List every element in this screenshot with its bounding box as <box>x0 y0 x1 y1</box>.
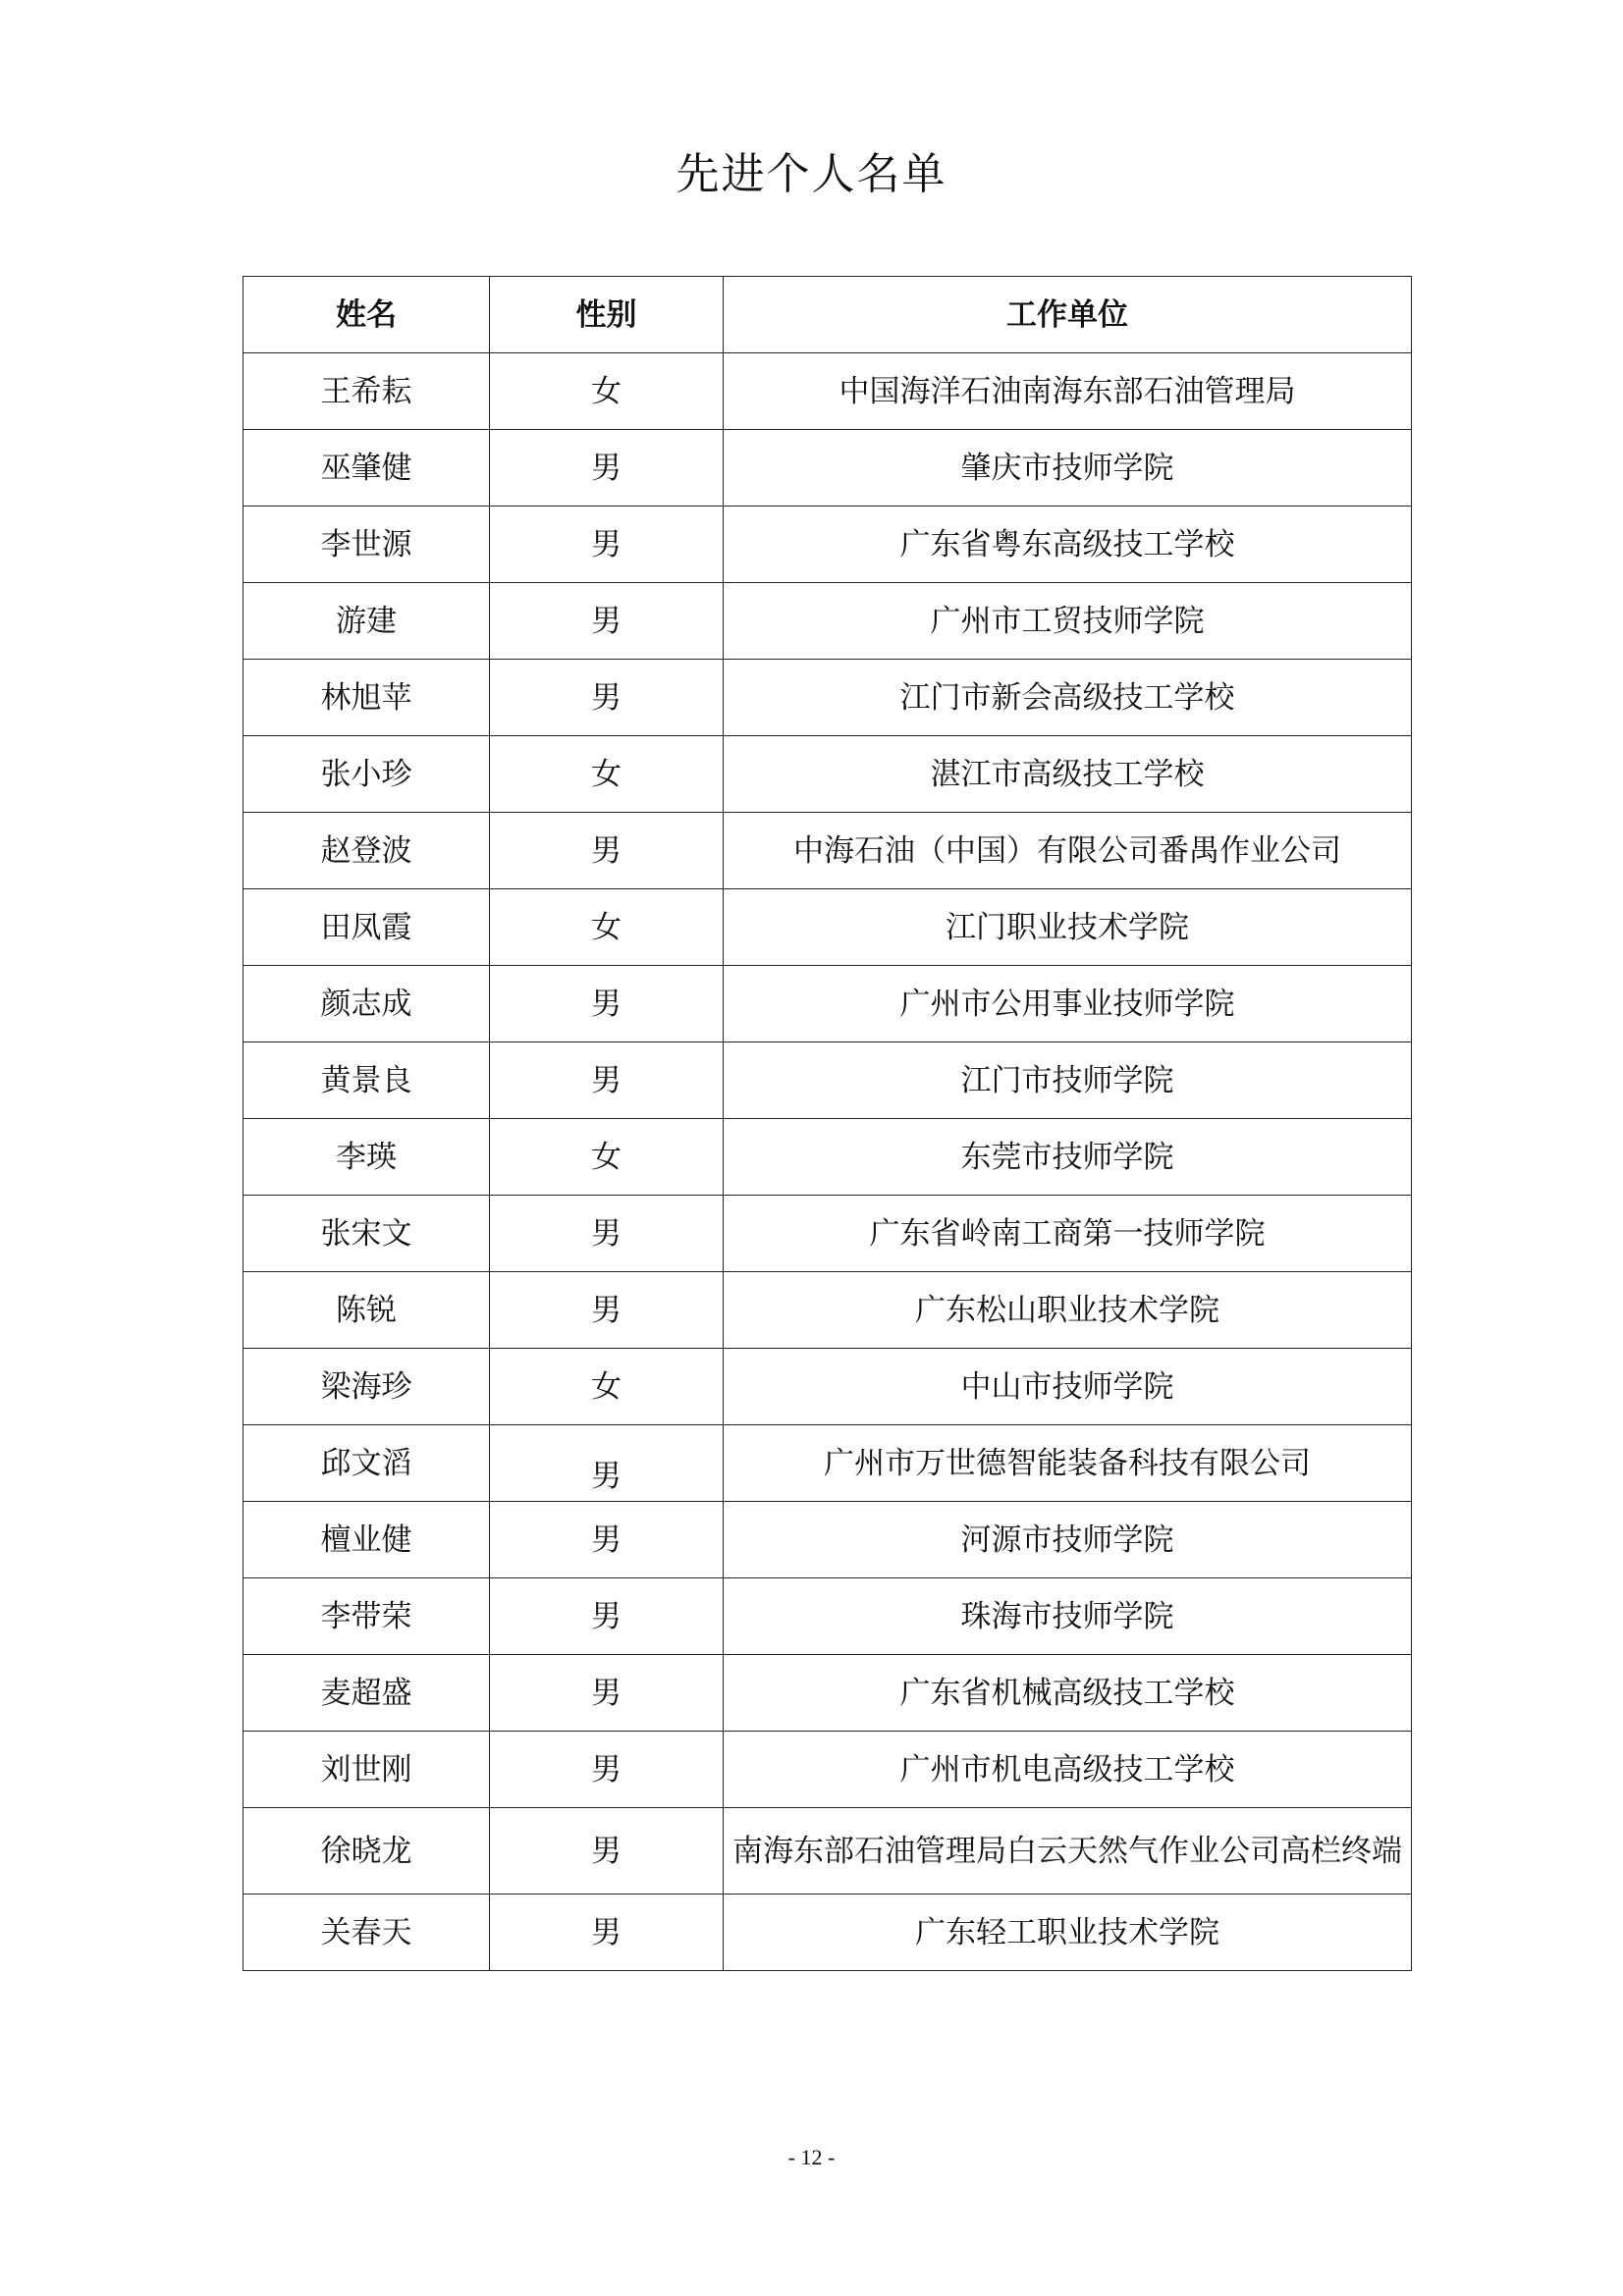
cell-name: 王希耘 <box>243 353 490 430</box>
cell-workplace: 广州市万世德智能装备科技有限公司 <box>724 1425 1412 1502</box>
table-row <box>243 660 1412 736</box>
cell-name: 梁海珍 <box>243 1349 490 1425</box>
cell-name: 颜志成 <box>243 966 490 1042</box>
table-header-row <box>243 277 1412 353</box>
cell-gender: 女 <box>490 1349 724 1425</box>
table-row <box>243 583 1412 660</box>
cell-gender: 男 <box>490 1196 724 1272</box>
table-row <box>243 966 1412 1042</box>
cell-gender: 男 <box>490 1655 724 1732</box>
cell-workplace: 肇庆市技师学院 <box>724 430 1412 507</box>
cell-workplace: 中国海洋石油南海东部石油管理局 <box>724 353 1412 430</box>
cell-name: 游建 <box>243 583 490 660</box>
page-number: - 12 - <box>787 2145 836 2169</box>
cell-gender: 男 <box>490 1808 724 1895</box>
cell-workplace: 江门市新会高级技工学校 <box>724 660 1412 736</box>
cell-gender: 男 <box>490 507 724 583</box>
cell-workplace: 江门职业技术学院 <box>724 889 1412 966</box>
table-row <box>243 430 1412 507</box>
header-name: 姓名 <box>243 277 490 353</box>
cell-name: 邱文滔 <box>243 1425 490 1502</box>
cell-gender: 女 <box>490 889 724 966</box>
cell-name: 赵登波 <box>243 813 490 889</box>
cell-workplace: 广州市工贸技师学院 <box>724 583 1412 660</box>
cell-workplace: 广州市公用事业技师学院 <box>724 966 1412 1042</box>
cell-name: 田凤霞 <box>243 889 490 966</box>
cell-workplace: 广东松山职业技术学院 <box>724 1272 1412 1349</box>
cell-gender: 男 <box>490 1425 724 1502</box>
table-row <box>243 1578 1412 1655</box>
cell-gender: 男 <box>490 1895 724 1971</box>
table-row <box>243 736 1412 813</box>
cell-name: 巫肇健 <box>243 430 490 507</box>
cell-name: 李世源 <box>243 507 490 583</box>
table-row <box>243 1808 1412 1895</box>
cell-workplace: 湛江市高级技工学校 <box>724 736 1412 813</box>
cell-name: 张小珍 <box>243 736 490 813</box>
cell-gender: 男 <box>490 1732 724 1808</box>
cell-name: 李瑛 <box>243 1119 490 1196</box>
cell-gender: 男 <box>490 1578 724 1655</box>
table-row <box>243 1042 1412 1119</box>
table-row <box>243 1196 1412 1272</box>
cell-name: 刘世刚 <box>243 1732 490 1808</box>
cell-workplace: 珠海市技师学院 <box>724 1578 1412 1655</box>
table-row <box>243 1895 1412 1971</box>
table-row <box>243 1119 1412 1196</box>
cell-gender: 男 <box>490 583 724 660</box>
cell-gender: 女 <box>490 353 724 430</box>
cell-name: 张宋文 <box>243 1196 490 1272</box>
cell-workplace: 江门市技师学院 <box>724 1042 1412 1119</box>
cell-workplace: 广州市机电高级技工学校 <box>724 1732 1412 1808</box>
table-row <box>243 1655 1412 1732</box>
cell-gender: 男 <box>490 1502 724 1578</box>
cell-workplace: 东莞市技师学院 <box>724 1119 1412 1196</box>
cell-workplace: 广东轻工职业技术学院 <box>724 1895 1412 1971</box>
cell-name: 檀业健 <box>243 1502 490 1578</box>
header-workplace: 工作单位 <box>724 277 1412 353</box>
table-row <box>243 1272 1412 1349</box>
cell-workplace: 南海东部石油管理局白云天然气作业公司高栏终端 <box>724 1808 1412 1895</box>
cell-name: 关春天 <box>243 1895 490 1971</box>
table-row <box>243 1425 1412 1502</box>
cell-gender: 男 <box>490 1272 724 1349</box>
cell-gender: 女 <box>490 736 724 813</box>
table-row <box>243 813 1412 889</box>
cell-name: 徐晓龙 <box>243 1808 490 1895</box>
cell-gender: 男 <box>490 430 724 507</box>
header-gender: 性别 <box>490 277 724 353</box>
cell-workplace: 中山市技师学院 <box>724 1349 1412 1425</box>
cell-workplace: 中海石油（中国）有限公司番禺作业公司 <box>724 813 1412 889</box>
table-row <box>243 889 1412 966</box>
cell-name: 黄景良 <box>243 1042 490 1119</box>
table-row <box>243 1732 1412 1808</box>
cell-gender: 男 <box>490 966 724 1042</box>
cell-name: 林旭苹 <box>243 660 490 736</box>
cell-workplace: 河源市技师学院 <box>724 1502 1412 1578</box>
table-row <box>243 1502 1412 1578</box>
table-row <box>243 507 1412 583</box>
cell-workplace: 广东省粤东高级技工学校 <box>724 507 1412 583</box>
cell-name: 陈锐 <box>243 1272 490 1349</box>
honoree-table <box>243 276 1412 1971</box>
cell-gender: 女 <box>490 1119 724 1196</box>
cell-gender: 男 <box>490 813 724 889</box>
cell-name: 李带荣 <box>243 1578 490 1655</box>
cell-workplace: 广东省机械高级技工学校 <box>724 1655 1412 1732</box>
table-row <box>243 353 1412 430</box>
cell-gender: 男 <box>490 660 724 736</box>
cell-workplace: 广东省岭南工商第一技师学院 <box>724 1196 1412 1272</box>
cell-name: 麦超盛 <box>243 1655 490 1732</box>
page-title: 先进个人名单 <box>676 149 947 199</box>
cell-gender: 男 <box>490 1042 724 1119</box>
table-row <box>243 1349 1412 1425</box>
